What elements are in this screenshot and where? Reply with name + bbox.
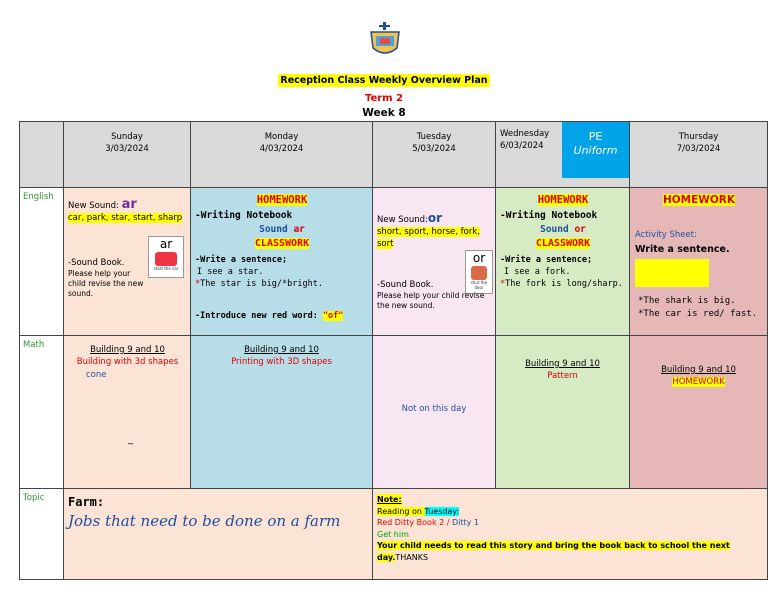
math-thursday: Building 9 and 10 HOMEWORK xyxy=(630,336,768,489)
math-sunday: Building 9 and 10 Building with 3d shapes cone _ xyxy=(64,336,191,489)
day-header-sunday: Sunday 3/03/2024 xyxy=(64,122,191,188)
day-header-thursday: Thursday 7/03/2024 xyxy=(630,122,768,188)
english-row xyxy=(20,188,768,336)
sound-card-ar: ar start the car xyxy=(148,236,184,278)
row-label-english: English xyxy=(20,188,64,336)
math-tuesday: Not on this day xyxy=(373,336,496,489)
header-row xyxy=(20,122,768,188)
english-monday: HOMEWORK -Writing Notebook Sound ar CLASSWORK -Write a sentence; I see a star. *The star is big/*bright. -Introduce new red word: "of" xyxy=(191,188,373,336)
term-label: Term 2 xyxy=(364,93,404,104)
day-header-tuesday: Tuesday 5/03/2024 xyxy=(373,122,496,188)
week-label: Week 8 xyxy=(362,107,406,119)
english-thursday: HOMEWORK Activity Sheet: Write a sentence. *The shark is big. *The car is red/ fast. xyxy=(630,188,768,336)
day-header-wednesday: Wednesday 6/03/2024 PE Uniform xyxy=(496,122,630,188)
weekly-plan-table xyxy=(19,121,768,580)
school-crest-icon xyxy=(368,22,402,58)
math-row xyxy=(20,336,768,489)
row-label-math: Math xyxy=(20,336,64,489)
pe-uniform-badge: PE Uniform xyxy=(562,122,629,178)
day-header-monday: Monday 4/03/2024 xyxy=(191,122,373,188)
sound-card-or: or shut the door xyxy=(465,250,493,294)
page-title: Reception Class Weekly Overview Plan xyxy=(280,75,488,86)
topic-farm: Farm: Jobs that need to be done on a farm xyxy=(64,489,373,580)
topic-row xyxy=(20,489,768,580)
highlight-block xyxy=(635,259,709,287)
school-logo xyxy=(368,22,402,58)
row-label-topic: Topic xyxy=(20,489,64,580)
english-wednesday: HOMEWORK -Writing Notebook Sound or CLASSWORK -Write a sentence; I see a fork. *The fork is long/sharp. xyxy=(496,188,630,336)
math-wednesday: Building 9 and 10 Pattern xyxy=(496,336,630,489)
corner-cell xyxy=(20,122,64,188)
door-picture-icon xyxy=(471,266,487,280)
english-tuesday: New Sound:or short, sport, horse, fork, sort or shut the door -Sound Book. Please help your child revise the new sound. xyxy=(373,188,496,336)
car-picture-icon xyxy=(155,252,177,266)
english-sunday: New Sound: ar car, park, star, start, sharp ar start the car -Sound Book. Please help your child revise the new sound. xyxy=(64,188,191,336)
math-monday: Building 9 and 10 Printing with 3D shapes xyxy=(191,336,373,489)
topic-reading-note: Note: Reading on Tuesday: Red Ditty Book 2 / Ditty 1 Get him Your child needs to read this story and bring the book back to school the next day.THANKS xyxy=(373,489,768,580)
